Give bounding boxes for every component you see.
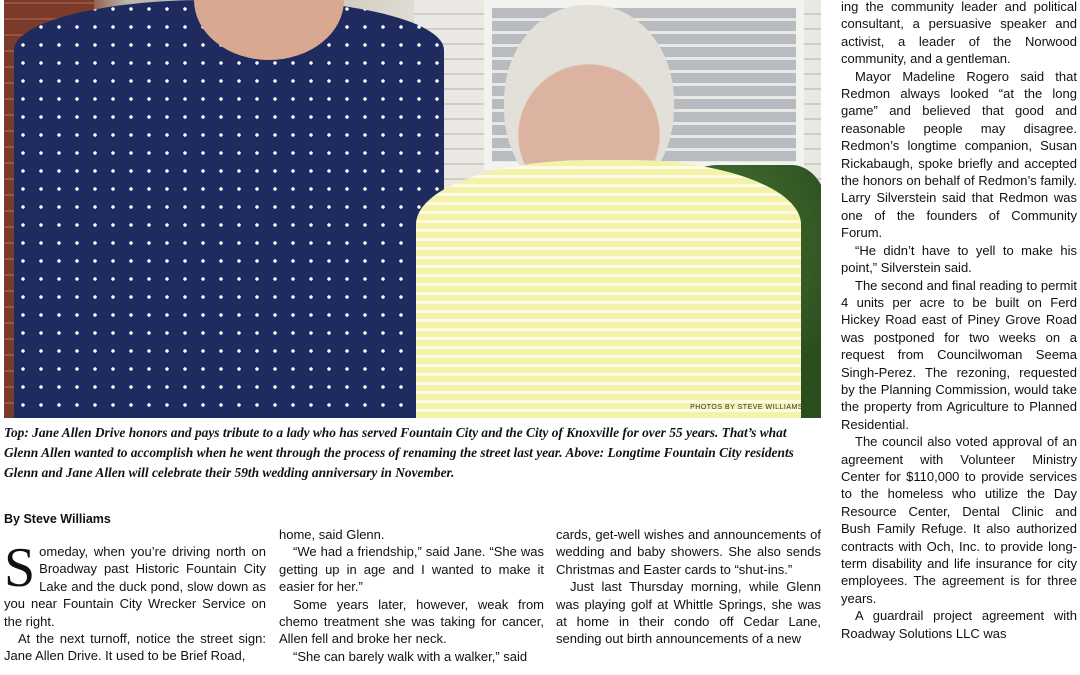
paragraph: Mayor Madeline Rogero said that Redmon always looked “at the long game” and believed that good and reasonable people may disagree. Redmon’s longtime companion, Susan Rickabaugh, spoke briefly and accepted the honors on behalf of Redmon’s family. Larry Silverstein said that Redmon was one of the founders of Community Forum.	[841, 68, 1077, 241]
article-column-4	[841, 0, 1077, 642]
paragraph: home, said Glenn.	[279, 527, 385, 542]
article-column-1	[4, 537, 266, 665]
paragraph: ing the community leader and political consultant, a persuasive speaker and activist, a leader of the Norwood community, and a gentleman.	[841, 0, 1077, 67]
drop-cap: S	[4, 537, 36, 599]
paragraph: “We had a friendship,” said Jane. “She was getting up in age and I wanted to make it easier for her.”	[279, 544, 544, 595]
paragraph: A guardrail project agreement with Roadway Solutions LLC was	[841, 608, 1077, 641]
man-in-navy-shirt	[14, 0, 444, 418]
paragraph: Just last Thursday morning, while Glenn was playing golf at Whittle Springs, she was at home in their condo off Cedar Lane, sending out birth announcements of a new	[556, 579, 821, 647]
woman-in-yellow-sweater	[416, 160, 801, 418]
paragraph: The council also voted approval of an agreement with Volunteer Ministry Center for $110,000 to provide services to the homeless who utilize the Day Resource Center, Dental Clinic and Bush Family Refuge. It also authorized contracts with Och, Inc. to provide long-term disability and life insurance for city employees. The agreement is for three years.	[841, 434, 1077, 606]
paragraph: omeday, when you’re driving north on Broadway past Historic Fountain City Lake and the duck pond, slow down as you near Fountain City Wrecker Service on the right.	[4, 544, 266, 629]
photo-glenn-and-jane-allen	[4, 0, 821, 418]
paragraph: cards, get-well wishes and announcements of wedding and baby showers. She also sends Christmas and Easter cards to “shut-ins.”	[556, 527, 821, 577]
paragraph: At the next turnoff, notice the street sign: Jane Allen Drive. It used to be Brief Road,	[4, 631, 266, 664]
photo-caption: Top: Jane Allen Drive honors and pays tribute to a lady who has served Fountain City and the City of Knoxville for over 55 years. That’s what Glenn Allen wanted to accomplish when he went through the process of renaming the street last year. Above: Longtime Fountain City residents Glenn and Jane Allen will celebrate their 59th wedding anniversary in November.	[4, 425, 794, 480]
byline: By Steve Williams	[4, 512, 111, 526]
paragraph: “She can barely walk with a walker,” said	[293, 648, 528, 664]
paragraph: The second and final reading to permit 4 units per acre to be built on Ferd Hickey Road east of Piney Grove Road was postponed for two weeks on a request from Councilwoman Seema Singh-Perez. The rezoning, requested by the Planning Commission, would take the property from Agriculture to Planned Residential.	[841, 277, 1077, 432]
paragraph: “He didn’t have to yell to make his point,” Silverstein said.	[841, 242, 1077, 276]
photo-credit: PHOTOS BY STEVE WILLIAMS	[690, 404, 803, 411]
article-column-2	[279, 526, 544, 665]
article-column-3	[556, 526, 821, 648]
paragraph: Some years later, however, weak from chemo treatment she was taking for cancer, Allen fell and broke her neck.	[279, 596, 544, 647]
